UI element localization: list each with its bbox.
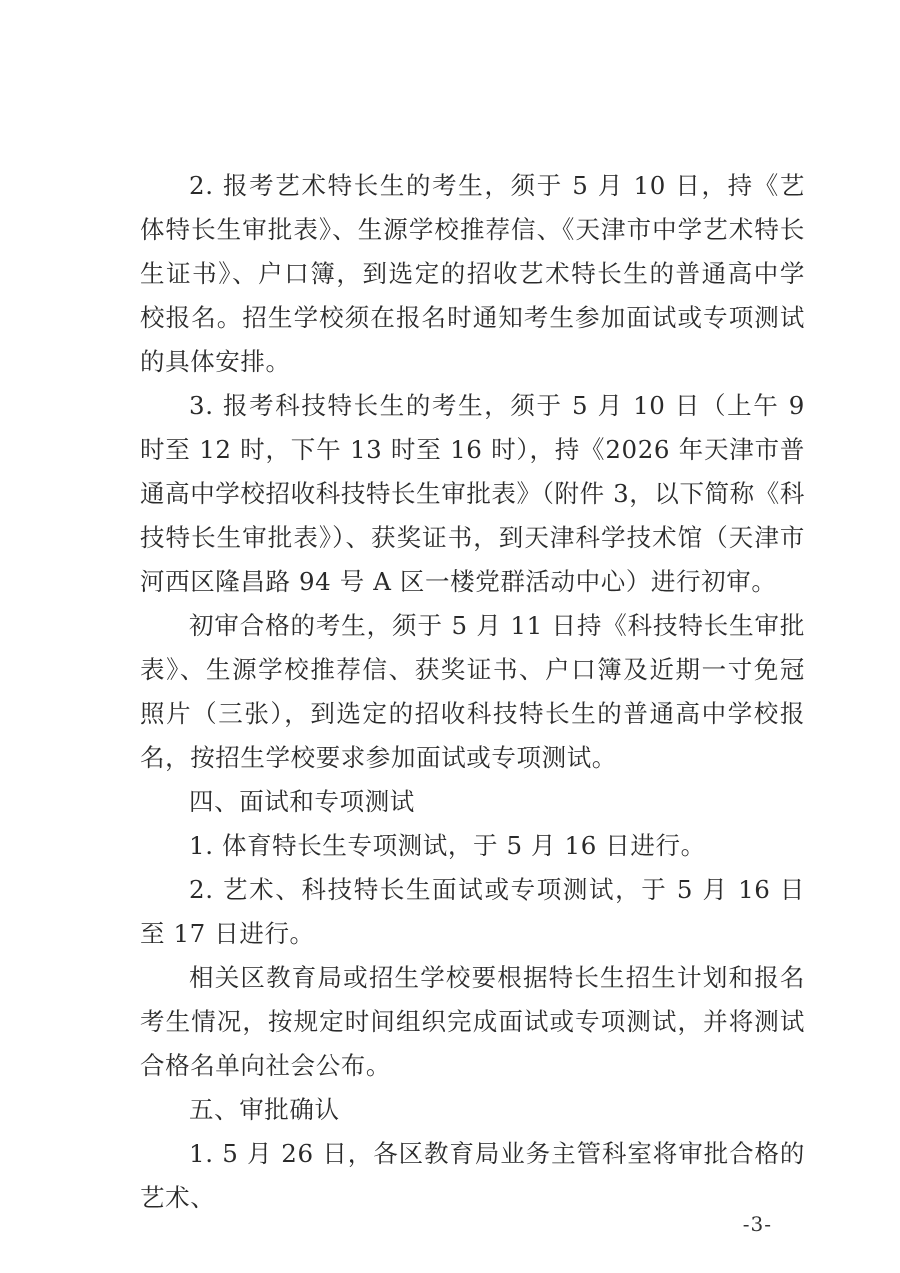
document-body (140, 164, 805, 1220)
paragraph-test-organization: 相关区教育局或招生学校要根据特长生招生计划和报名考生情况，按规定时间组织完成面试或专项测试，并将测试合格名单向社会公布。 (140, 963, 805, 1080)
page-number: -3- (742, 1212, 772, 1236)
paragraph-approval-submission: 1. 5 月 26 日，各区教育局业务主管科室将审批合格的艺术、 (140, 1139, 805, 1212)
paragraph-art-registration: 2. 报考艺术特长生的考生，须于 5 月 10 日，持《艺体特长生审批表》、生源学校推荐信、《天津市中学艺术特长生证书》、户口簿，到选定的招收艺术特长生的普通高中学校报名。招生学校须在报名时通知考生参加面试或专项测试的具体安排。 (140, 171, 805, 376)
section-heading-interview: 四、面试和专项测试 (189, 787, 415, 816)
paragraph-sports-test: 1. 体育特长生专项测试，于 5 月 16 日进行。 (189, 831, 706, 860)
paragraph-tech-registration: 3. 报考科技特长生的考生，须于 5 月 10 日（上午 9 时至 12 时，下午 13 时至 16 时），持《2026 年天津市普通高中学校招收科技特长生审批表》（附件 3，以下简称《科技特长生审批表》）、获奖证书，到天津科学技术馆（天津市河西区隆昌路 94 号 A 区一楼党群活动中心）进行初审。 (140, 391, 805, 596)
paragraph-preliminary-review: 初审合格的考生，须于 5 月 11 日持《科技特长生审批表》、生源学校推荐信、获奖证书、户口簿及近期一寸免冠照片（三张），到选定的招收科技特长生的普通高中学校报名，按招生学校要求参加面试或专项测试。 (140, 611, 805, 772)
section-heading-approval: 五、审批确认 (189, 1095, 340, 1124)
paragraph-art-tech-test: 2. 艺术、科技特长生面试或专项测试，于 5 月 16 日至 17 日进行。 (140, 875, 805, 948)
